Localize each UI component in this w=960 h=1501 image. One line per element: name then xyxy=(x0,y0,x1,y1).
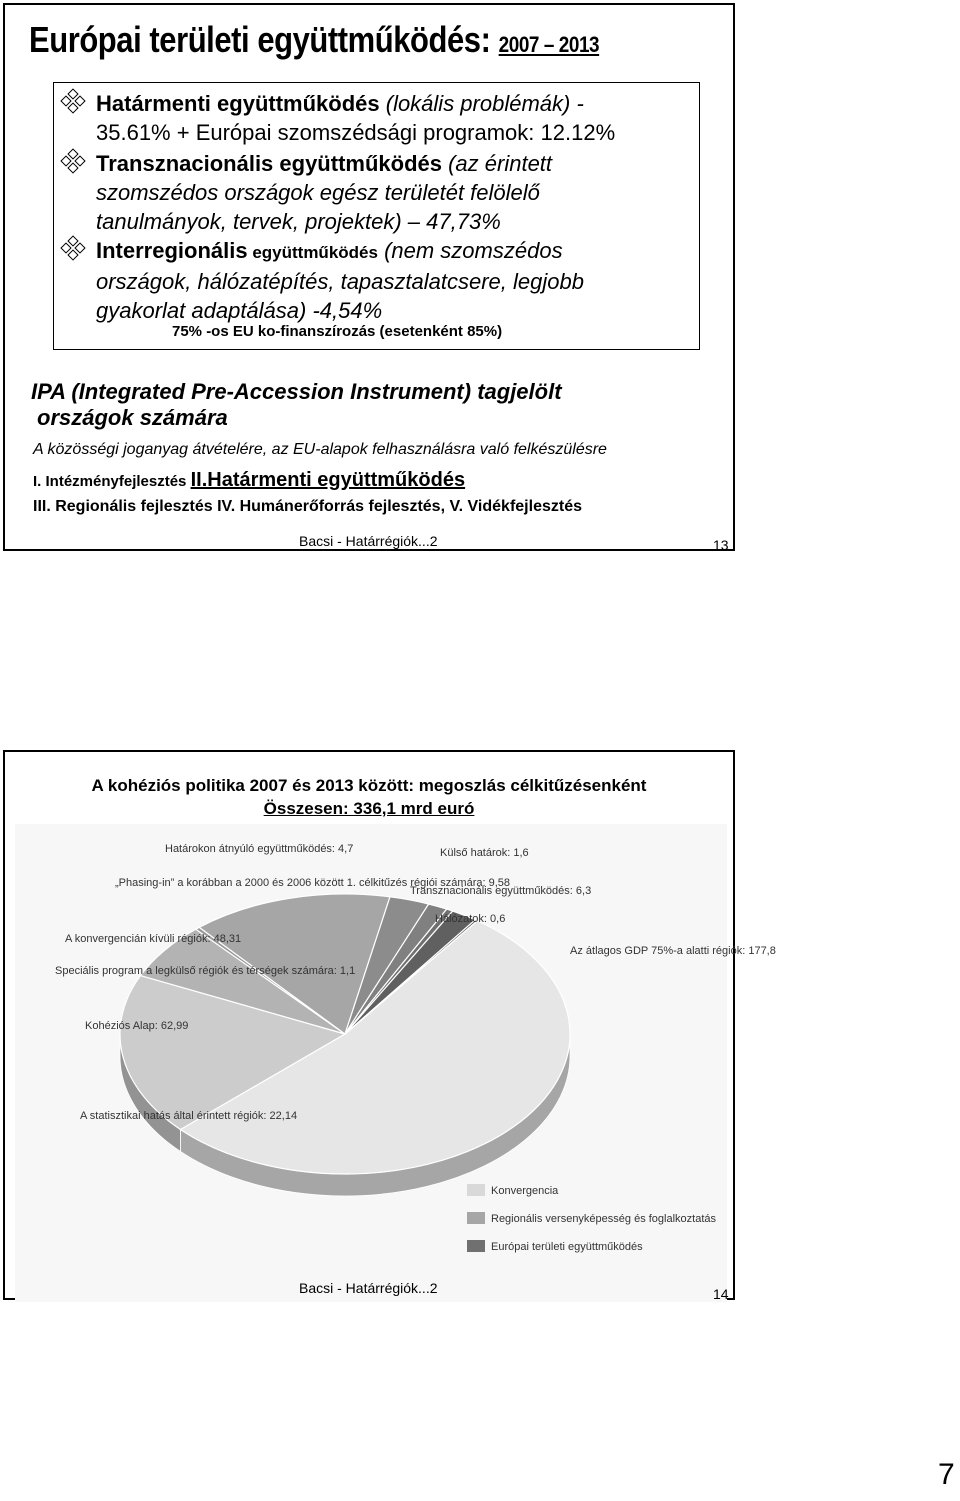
legend-label: Regionális versenyképesség és foglalkoztatás xyxy=(491,1213,717,1225)
slide-14 xyxy=(3,750,776,1302)
bullet-heading: Interregionális xyxy=(96,238,248,263)
slide-13 xyxy=(3,3,735,551)
legend-swatch xyxy=(467,1184,485,1196)
chart-title xyxy=(5,774,733,820)
cofinancing-note: 75% -os EU ko-finanszírozás (esetenként 85%) xyxy=(172,323,503,340)
pie-slice-label: A statisztikai hatás által érintett régiók: 22,14 xyxy=(80,1110,298,1122)
bullet-line: országok, hálózatépítés, tapasztalatcsere, legjobb xyxy=(96,269,584,294)
diamond-bullet-icon xyxy=(60,89,86,113)
bullet-line: 35.61% + Európai szomszédsági programok: 12.12% xyxy=(96,120,616,145)
ipa-title xyxy=(31,379,562,431)
title-text: Európai területi együttműködés: xyxy=(29,19,491,60)
pie-slice-label: A konvergencián kívüli régiók: 48,31 xyxy=(65,933,242,945)
slide-page-number: 13 xyxy=(713,537,729,553)
bullet-heading: Transznacionális együttműködés xyxy=(96,151,442,176)
slide-page-number: 14 xyxy=(713,1286,729,1302)
pie-slice-label: Az átlagos GDP 75%-a alatti régiók: 177,8 xyxy=(570,945,776,957)
diamond-bullet-icon xyxy=(60,236,86,260)
title-years: 2007 – 2013 xyxy=(498,32,600,57)
diamond-bullet-icon xyxy=(60,149,86,173)
bullet-line: tanulmányok, tervek, projektek) – 47,73% xyxy=(96,209,501,234)
legend-swatch xyxy=(467,1212,485,1224)
ipa-title-line: IPA (Integrated Pre-Accession Instrument) tagjelölt xyxy=(31,379,562,404)
slide-footer: Bacsi - Határrégiók...2 xyxy=(299,1280,438,1296)
pie-slice-label: Határokon átnyúló együttműködés: 4,7 xyxy=(165,843,354,855)
bullet-detail: (az érintett xyxy=(441,151,553,176)
bullet-heading-small: együttműködés xyxy=(247,243,378,262)
pie-slice-label: „Phasing-in” a korábban a 2000 és 2006 között 1. célkitűzés régiói számára: 9,58 xyxy=(115,877,511,889)
bullet-heading: Határmenti együttműködés xyxy=(96,91,380,116)
chart-title-line: A kohéziós politika 2007 és 2013 között: megoszlás célkitűzésenként xyxy=(91,776,647,795)
legend-swatch xyxy=(467,1240,485,1252)
slide-title xyxy=(29,19,599,61)
cooperation-box xyxy=(53,82,700,350)
chart-total: Összesen: 336,1 mrd euró xyxy=(263,799,475,818)
pie-slice-label: Transznacionális együttműködés: 6,3 xyxy=(410,885,592,897)
page-number: 7 xyxy=(938,1458,955,1491)
bullet-detail: (nem szomszédos xyxy=(377,238,563,263)
slide-footer: Bacsi - Határrégiók...2 xyxy=(299,533,438,549)
ipa-title-line: országok számára xyxy=(37,405,228,430)
pie-slice-label: Kohéziós Alap: 62,99 xyxy=(85,1020,189,1032)
pie-slice-label: Hálózatok: 0,6 xyxy=(435,913,506,925)
pie-slice-label: Speciális program a legkülső régiók és térségek számára: 1,1 xyxy=(55,965,356,977)
ipa-components-line2: III. Regionális fejlesztés IV. Humánerőforrás fejlesztés, V. Vidékfejlesztés xyxy=(33,498,582,515)
pie-chart xyxy=(15,824,776,1302)
legend-label: Európai területi együttműködés xyxy=(491,1241,643,1253)
ipa-subtitle: A közösségi joganyag átvételére, az EU-alapok felhasználásra való felkészülésre xyxy=(33,441,607,458)
component-cross-border: II.Határmenti együttműködés xyxy=(190,469,466,491)
bullet-detail: (lokális problémák) - xyxy=(379,91,584,116)
bullet-interregional xyxy=(60,236,584,325)
bullet-transnational xyxy=(60,149,552,236)
legend-label: Konvergencia xyxy=(491,1185,559,1197)
pie-chart-area xyxy=(15,824,776,1302)
bullet-line: szomszédos országok egész területét felölelő xyxy=(96,180,540,205)
component-institution: I. Intézményfejlesztés xyxy=(33,473,187,490)
bullet-line: gyakorlat adaptálása) -4,54% xyxy=(96,298,383,323)
pie-slice-label: Külső határok: 1,6 xyxy=(440,847,529,859)
ipa-components-line1 xyxy=(33,469,465,492)
bullet-cross-border xyxy=(60,89,615,147)
